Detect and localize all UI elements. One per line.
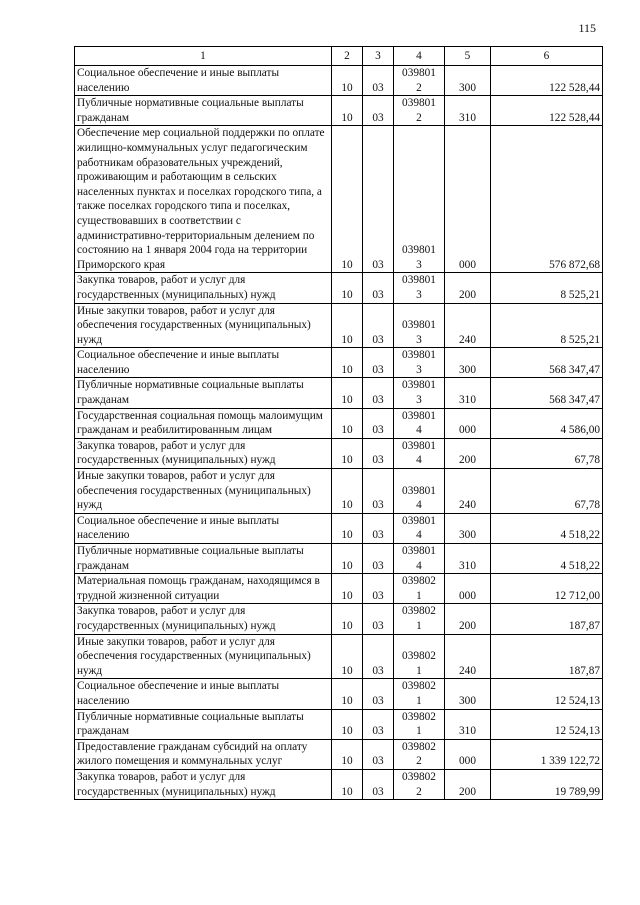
row-name: Социальное обеспечение и иные выплаты населению: [75, 679, 332, 709]
table-row: [75, 469, 603, 514]
row-subsection: 03: [363, 604, 394, 634]
row-name: Иные закупки товаров, работ и услуг для обеспечения государственных (муниципальных) нужд: [75, 303, 332, 348]
row-name: Социальное обеспечение и иные выплаты населению: [75, 66, 332, 96]
row-section: 10: [332, 634, 363, 679]
target-code-part-2: 2: [416, 785, 422, 798]
target-code-part-1: 039802: [402, 710, 436, 723]
row-amount: 8 525,21: [491, 303, 603, 348]
row-amount: 187,87: [491, 604, 603, 634]
row-section: 10: [332, 574, 363, 604]
row-name: Обеспечение мер социальной поддержки по оплате жилищно-коммунальных услуг педагогическим работникам образовательных учреждений, проживающим и работающим в сельских населенных пунктах и поселках городского типа, а также поселках городского типа и поселках, существовавших в соответствии с административно-территориальным делением по состоянию на 1 января 2004 года на территории Приморского края: [75, 126, 332, 273]
row-name: Публичные нормативные социальные выплаты гражданам: [75, 378, 332, 408]
target-code-part-1: 039801: [402, 545, 436, 557]
row-expense-type: 240: [445, 303, 491, 348]
row-amount: 576 872,68: [491, 126, 603, 273]
row-amount: 1 339 122,72: [491, 739, 603, 769]
target-code-part-1: 039802: [402, 740, 436, 753]
target-code-part-2: 1: [416, 589, 422, 602]
row-subsection: 03: [363, 769, 394, 799]
target-code-part-2: 1: [416, 725, 422, 738]
row-subsection: 03: [363, 469, 394, 514]
row-amount: 12 524,13: [491, 709, 603, 739]
target-code-part-2: 1: [416, 619, 422, 632]
row-section: 10: [332, 66, 363, 96]
row-amount: 568 347,47: [491, 348, 603, 378]
row-expense-type: 000: [445, 408, 491, 438]
row-target-code: [394, 574, 445, 604]
row-target-code: [394, 348, 445, 378]
row-amount: 12 524,13: [491, 679, 603, 709]
row-expense-type: 000: [445, 126, 491, 273]
target-code-part-1: 039801: [402, 97, 436, 110]
row-expense-type: 310: [445, 378, 491, 408]
row-subsection: 03: [363, 574, 394, 604]
row-name: Материальная помощь гражданам, находящимся в трудной жизненной ситуации: [75, 574, 332, 604]
target-code-part-1: 039801: [402, 409, 436, 422]
row-expense-type: 240: [445, 469, 491, 514]
row-expense-type: 310: [445, 96, 491, 126]
target-code-part-1: 039801: [402, 484, 436, 497]
target-code-part-2: 4: [416, 454, 422, 467]
target-code-part-2: 3: [416, 288, 422, 301]
target-code-part-1: 039801: [402, 319, 436, 332]
row-section: 10: [332, 126, 363, 273]
target-code-part-1: 039802: [402, 605, 436, 618]
row-target-code: [394, 513, 445, 543]
row-subsection: 03: [363, 544, 394, 574]
row-expense-type: 200: [445, 273, 491, 303]
row-target-code: [394, 739, 445, 769]
column-header-amount: 6: [491, 47, 603, 66]
row-amount: 12 712,00: [491, 574, 603, 604]
table-row: [75, 348, 603, 378]
row-expense-type: 200: [445, 769, 491, 799]
table-row: [75, 513, 603, 543]
table-row: [75, 408, 603, 438]
row-name: Закупка товаров, работ и услуг для государственных (муниципальных) нужд: [75, 769, 332, 799]
row-subsection: 03: [363, 438, 394, 468]
row-subsection: 03: [363, 66, 394, 96]
row-expense-type: 310: [445, 544, 491, 574]
row-subsection: 03: [363, 378, 394, 408]
column-header-expense-type: 5: [445, 47, 491, 66]
row-subsection: 03: [363, 634, 394, 679]
target-code-part-1: 039801: [402, 349, 436, 362]
target-code-part-1: 039801: [402, 439, 436, 452]
row-subsection: 03: [363, 513, 394, 543]
row-amount: 19 789,99: [491, 769, 603, 799]
row-amount: 4 518,22: [491, 513, 603, 543]
row-subsection: 03: [363, 348, 394, 378]
target-code-part-2: 2: [416, 81, 422, 94]
target-code-part-1: 039801: [402, 244, 436, 257]
column-header-section: 2: [332, 47, 363, 66]
row-name: Иные закупки товаров, работ и услуг для обеспечения государственных (муниципальных) нужд: [75, 469, 332, 514]
target-code-part-1: 039802: [402, 770, 436, 783]
row-expense-type: 300: [445, 679, 491, 709]
row-name: Публичные нормативные социальные выплаты гражданам: [75, 544, 332, 574]
row-target-code: [394, 378, 445, 408]
target-code-part-1: 039801: [402, 514, 436, 527]
target-code-part-2: 1: [416, 694, 422, 707]
row-name: Государственная социальная помощь малоимущим гражданам и реабилитированным лицам: [75, 408, 332, 438]
row-section: 10: [332, 348, 363, 378]
target-code-part-1: 039802: [402, 680, 436, 693]
row-section: 10: [332, 544, 363, 574]
row-subsection: 03: [363, 303, 394, 348]
row-target-code: [394, 96, 445, 126]
row-target-code: [394, 126, 445, 273]
table-row: [75, 303, 603, 348]
target-code-part-1: 039802: [402, 575, 436, 588]
header-row: [75, 47, 603, 66]
table-row: [75, 634, 603, 679]
row-target-code: [394, 709, 445, 739]
table-row: [75, 739, 603, 769]
row-target-code: [394, 769, 445, 799]
row-target-code: [394, 679, 445, 709]
row-amount: 187,87: [491, 634, 603, 679]
row-section: 10: [332, 469, 363, 514]
row-target-code: [394, 469, 445, 514]
target-code-part-2: 4: [416, 559, 422, 572]
row-target-code: [394, 634, 445, 679]
row-subsection: 03: [363, 739, 394, 769]
target-code-part-1: 039801: [402, 67, 436, 79]
row-section: 10: [332, 273, 363, 303]
table-row: [75, 679, 603, 709]
target-code-part-2: 3: [416, 333, 422, 346]
row-amount: 67,78: [491, 438, 603, 468]
target-code-part-2: 4: [416, 499, 422, 512]
table-row: [75, 273, 603, 303]
table-row: [75, 769, 603, 799]
row-target-code: [394, 408, 445, 438]
row-target-code: [394, 604, 445, 634]
row-amount: 67,78: [491, 469, 603, 514]
row-section: 10: [332, 769, 363, 799]
row-name: Социальное обеспечение и иные выплаты населению: [75, 513, 332, 543]
row-amount: 568 347,47: [491, 378, 603, 408]
target-code-part-2: 2: [416, 755, 422, 768]
table-row: [75, 574, 603, 604]
row-target-code: [394, 544, 445, 574]
row-section: 10: [332, 679, 363, 709]
target-code-part-1: 039801: [402, 274, 436, 287]
row-amount: 122 528,44: [491, 96, 603, 126]
row-section: 10: [332, 438, 363, 468]
table-row: [75, 126, 603, 273]
row-subsection: 03: [363, 679, 394, 709]
row-name: Публичные нормативные социальные выплаты гражданам: [75, 96, 332, 126]
table-row: [75, 544, 603, 574]
row-section: 10: [332, 604, 363, 634]
row-target-code: [394, 273, 445, 303]
row-subsection: 03: [363, 96, 394, 126]
row-expense-type: 200: [445, 438, 491, 468]
row-name: Закупка товаров, работ и услуг для государственных (муниципальных) нужд: [75, 273, 332, 303]
row-section: 10: [332, 96, 363, 126]
target-code-part-2: 2: [416, 111, 422, 124]
row-subsection: 03: [363, 273, 394, 303]
target-code-part-2: 1: [416, 664, 422, 677]
row-target-code: [394, 438, 445, 468]
row-amount: 4 586,00: [491, 408, 603, 438]
row-section: 10: [332, 709, 363, 739]
target-code-part-2: 4: [416, 424, 422, 437]
row-name: Иные закупки товаров, работ и услуг для обеспечения государственных (муниципальных) нужд: [75, 634, 332, 679]
row-section: 10: [332, 408, 363, 438]
row-name: Публичные нормативные социальные выплаты гражданам: [75, 709, 332, 739]
row-name: Закупка товаров, работ и услуг для государственных (муниципальных) нужд: [75, 438, 332, 468]
row-expense-type: 300: [445, 348, 491, 378]
row-expense-type: 000: [445, 739, 491, 769]
row-expense-type: 240: [445, 634, 491, 679]
column-header-subsection: 3: [363, 47, 394, 66]
row-expense-type: 300: [445, 513, 491, 543]
table-row: [75, 438, 603, 468]
row-section: 10: [332, 303, 363, 348]
row-expense-type: 000: [445, 574, 491, 604]
row-target-code: [394, 66, 445, 96]
row-subsection: 03: [363, 126, 394, 273]
row-section: 10: [332, 378, 363, 408]
target-code-part-1: 039802: [402, 650, 436, 663]
page-number: 115: [578, 21, 596, 35]
budget-table: [74, 46, 603, 800]
row-section: 10: [332, 513, 363, 543]
column-header-target-code: 4: [394, 47, 445, 66]
row-subsection: 03: [363, 709, 394, 739]
row-name: Закупка товаров, работ и услуг для государственных (муниципальных) нужд: [75, 604, 332, 634]
row-subsection: 03: [363, 408, 394, 438]
row-amount: 8 525,21: [491, 273, 603, 303]
target-code-part-2: 4: [416, 529, 422, 542]
row-expense-type: 200: [445, 604, 491, 634]
row-target-code: [394, 303, 445, 348]
row-name: Социальное обеспечение и иные выплаты населению: [75, 348, 332, 378]
row-section: 10: [332, 739, 363, 769]
table-row: [75, 709, 603, 739]
target-code-part-1: 039801: [402, 379, 436, 392]
table-row: [75, 66, 603, 96]
row-expense-type: 310: [445, 709, 491, 739]
table-row: [75, 604, 603, 634]
table-row: [75, 378, 603, 408]
row-amount: 122 528,44: [491, 66, 603, 96]
row-amount: 4 518,22: [491, 544, 603, 574]
table-body: [75, 66, 603, 800]
target-code-part-2: 3: [416, 394, 422, 407]
row-name: Предоставление гражданам субсидий на оплату жилого помещения и коммунальных услуг: [75, 739, 332, 769]
column-header-name: 1: [75, 47, 332, 66]
row-expense-type: 300: [445, 66, 491, 96]
target-code-part-2: 3: [416, 363, 422, 376]
table-row: [75, 96, 603, 126]
target-code-part-2: 3: [416, 258, 422, 271]
